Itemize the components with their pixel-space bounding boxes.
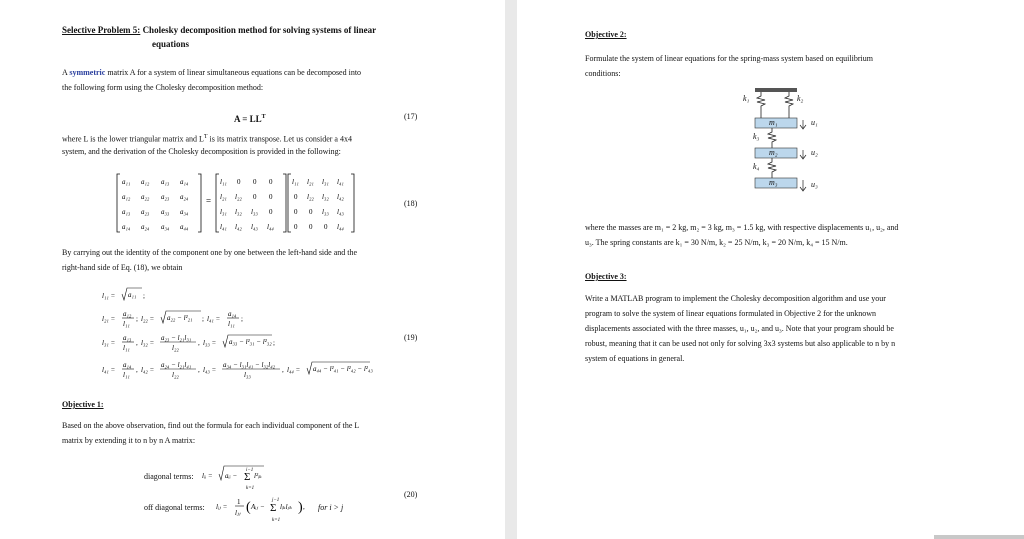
svg-text:a₂₄ − l₂₁l₄₁: a₂₄ − l₂₁l₄₁: [161, 361, 192, 369]
svg-text:a₃₄: a₃₄: [180, 208, 189, 216]
svg-text:0: 0: [294, 208, 298, 216]
svg-text:l₁₁ =: l₁₁ =: [102, 292, 116, 300]
svg-text:a₁₁: a₁₁: [122, 178, 131, 186]
svg-text:a₁₄: a₁₄: [122, 223, 131, 231]
svg-text:;: ;: [136, 315, 138, 323]
label-u1: u₁: [811, 118, 818, 127]
svg-text:): ): [298, 500, 303, 515]
svg-text:a₁₄: a₁₄: [123, 361, 132, 369]
svg-text:,: ,: [198, 339, 200, 347]
equation-20-number: (20): [404, 490, 418, 499]
svg-text:0: 0: [309, 208, 313, 216]
label-m1: m₁: [769, 118, 778, 127]
svg-text:j−1: j−1: [272, 498, 280, 503]
svg-text:;: ;: [202, 315, 204, 323]
svg-text:,: ,: [136, 366, 138, 374]
svg-text:l₁₁: l₁₁: [123, 371, 130, 379]
diagonal-formula: [200, 462, 280, 492]
label-k4: k₄: [753, 162, 760, 171]
svg-text:a₁₂: a₁₂: [122, 193, 131, 201]
svg-text:l₃₂: l₃₂: [235, 208, 242, 216]
objective-3-line3: displacements associated with the three masses, u₁, u₂, and u₃. Note that your program should be: [585, 324, 894, 333]
svg-text:0: 0: [237, 178, 241, 186]
svg-text:a₁₄: a₁₄: [228, 310, 237, 318]
objective-1-line1: Based on the above observation, find out the formula for each individual component of the L: [62, 421, 360, 430]
where-line2: system, and the derivation of the Cholesky decomposition is provided in the following:: [62, 147, 341, 156]
spring-mass-figure: [727, 86, 827, 198]
problem-title-line2: equations: [152, 39, 190, 49]
svg-text:l₄₃: l₄₃: [251, 223, 258, 231]
svg-text:l₄₁: l₄₁: [337, 178, 344, 186]
svg-text:=: =: [206, 196, 212, 206]
masses-line1: where the masses are m₁ = 2 kg, m₂ = 3 kg, m₃ = 1.5 kg, with respective displacements u₁, u₂, and: [585, 223, 899, 232]
svg-text:l₄₄: l₄₄: [267, 223, 274, 231]
equation-19-number: (19): [404, 333, 418, 342]
masses-line2: u₃. The spring constants are k₁ = 30 N/m, k₂ = 25 N/m, k₃ = 20 N/m, k₄ = 15 N/m.: [585, 238, 848, 247]
label-k1: k₁: [743, 94, 750, 103]
for-condition: for i > j: [318, 503, 344, 512]
svg-text:a₂₃: a₂₃: [141, 208, 150, 216]
label-m3: m₃: [769, 178, 778, 187]
svg-text:a₃₄: a₃₄: [161, 223, 170, 231]
svg-text:l₁₁: l₁₁: [123, 320, 130, 328]
objective-2-line1: Formulate the system of linear equations for the spring-mass system based on equilibrium: [585, 54, 873, 63]
svg-text:l₄₄: l₄₄: [337, 223, 344, 231]
svg-text:k=1: k=1: [246, 486, 255, 491]
svg-text:a₂₃ − l₂₁l₃₁: a₂₃ − l₂₁l₃₁: [161, 334, 192, 342]
svg-text:0: 0: [269, 193, 273, 201]
svg-text:l₃₁ =: l₃₁ =: [102, 339, 116, 347]
svg-text:l₁₁: l₁₁: [228, 320, 235, 328]
label-k2: k₂: [797, 94, 804, 103]
svg-text:0: 0: [294, 223, 298, 231]
svg-text:lᵢₖlⱼₖ: lᵢₖlⱼₖ: [280, 503, 292, 511]
svg-text:a₂₂ − l²₂₁: a₂₂ − l²₂₁: [167, 314, 193, 322]
svg-text:Σ: Σ: [244, 471, 251, 483]
svg-text:a₁₃: a₁₃: [161, 178, 170, 186]
intro-symmetric: symmetric: [69, 68, 106, 77]
off-diagonal-formula: [214, 492, 324, 526]
equation-18-matrices: [116, 172, 356, 234]
svg-text:a₃₃: a₃₃: [161, 208, 170, 216]
svg-text:l₁₁: l₁₁: [220, 178, 227, 186]
svg-text:,: ,: [303, 503, 305, 511]
svg-text:l₄₃ =: l₄₃ =: [203, 366, 217, 374]
svg-text:a₂₄: a₂₄: [141, 223, 150, 231]
svg-text:a₁₄: a₁₄: [180, 178, 189, 186]
svg-text:lᵢᵢ =: lᵢᵢ =: [202, 472, 213, 480]
svg-text:l₄₂: l₄₂: [337, 193, 344, 201]
equation-17-text: A = LL: [234, 114, 262, 124]
carry-line1: By carrying out the identity of the component one by one between the left-hand side and the: [62, 248, 358, 257]
svg-text:a₁₃: a₁₃: [123, 334, 132, 342]
intro-line1: [62, 66, 361, 80]
svg-text:a₄₄: a₄₄: [180, 223, 189, 231]
svg-text:l₄₁: l₄₁: [220, 223, 227, 231]
svg-text:0: 0: [309, 223, 313, 231]
where-text: where L is the lower triangular matrix and L: [62, 134, 204, 144]
svg-text:l₂₁: l₂₁: [220, 193, 227, 201]
svg-text:a₁₁: a₁₁: [128, 291, 137, 299]
svg-text:l₂₂ =: l₂₂ =: [141, 315, 155, 323]
svg-text:l₃₃ =: l₃₃ =: [203, 339, 217, 347]
svg-text:,: ,: [136, 339, 138, 347]
svg-text:l₃₂: l₃₂: [322, 193, 329, 201]
where-sup: T: [203, 134, 208, 140]
svg-text:a₂₂: a₂₂: [141, 193, 150, 201]
svg-text:l₃₃: l₃₃: [322, 208, 329, 216]
problem-title-label: Selective Problem 5:: [62, 25, 141, 35]
svg-text:(: (: [246, 500, 251, 515]
svg-text:l₃₂ =: l₃₂ =: [141, 339, 155, 347]
svg-text:l₂₂: l₂₂: [172, 371, 179, 379]
document-page-right: [517, 0, 1024, 539]
svg-text:l₄₁ =: l₄₁ =: [207, 315, 221, 323]
svg-text:lᵢⱼ =: lᵢⱼ =: [216, 503, 228, 511]
svg-text:l₂₂: l₂₂: [172, 344, 179, 352]
svg-text:Σ: Σ: [270, 502, 277, 514]
horizontal-scrollbar[interactable]: [934, 535, 1024, 539]
svg-text:l₃₁: l₃₁: [220, 208, 227, 216]
diagonal-label: diagonal terms:: [144, 472, 194, 481]
svg-text:l₂₁: l₂₁: [307, 178, 314, 186]
objective-3-line4: robust, meaning that it can be used not only for solving 3x3 systems but also applicable to n by n: [585, 339, 896, 348]
svg-text:l₄₂ =: l₄₂ =: [141, 366, 155, 374]
intro-prefix: A: [62, 68, 70, 77]
equation-17-number: (17): [404, 112, 418, 121]
svg-text:a₁₂: a₁₂: [123, 310, 132, 318]
svg-text:a₁₃: a₁₃: [122, 208, 131, 216]
label-m2: m₂: [769, 148, 778, 157]
svg-text:l₁₁: l₁₁: [292, 178, 299, 186]
objective-3-line5: system of equations in general.: [585, 354, 685, 363]
svg-text:k=1: k=1: [272, 518, 281, 523]
equation-17: [234, 110, 266, 126]
equation-19-formulas: [100, 284, 400, 394]
equation-18-number: (18): [404, 199, 418, 208]
svg-text:;: ;: [143, 292, 145, 300]
svg-text:aᵢᵢ −: aᵢᵢ −: [225, 472, 238, 480]
equation-17-sup: T: [261, 114, 266, 120]
svg-text:1: 1: [237, 498, 241, 506]
svg-text:a₁₂: a₁₂: [141, 178, 150, 186]
label-u3: u₃: [811, 180, 818, 189]
svg-text:l₄₁ =: l₄₁ =: [102, 366, 116, 374]
svg-text:0: 0: [253, 178, 257, 186]
svg-text:l₄₂: l₄₂: [235, 223, 242, 231]
label-k3: k₃: [753, 132, 760, 141]
objective-1-line2: matrix by extending it to n by n A matrix:: [62, 436, 196, 445]
svg-text:a₄₄ − l²₄₁ − l²₄₂ − l²₄₃: a₄₄ − l²₄₁ − l²₄₂ − l²₄₃: [313, 365, 373, 373]
svg-text:,: ,: [198, 366, 200, 374]
document-page-left: [0, 0, 505, 539]
objective-2-line2: conditions:: [585, 69, 621, 78]
svg-text:i−1: i−1: [246, 468, 254, 473]
svg-text:l₄₃: l₄₃: [337, 208, 344, 216]
svg-text:l₂₂: l₂₂: [307, 193, 314, 201]
intro-rest: matrix A for a system of linear simultaneous equations can be decomposed into: [105, 68, 362, 77]
label-u2: u₂: [811, 148, 818, 157]
problem-title: [62, 23, 442, 37]
objective-3-line2: program to solve the system of linear equations formulated in Objective 2 for the unknown: [585, 309, 877, 318]
carry-line2: right-hand side of Eq. (18), we obtain: [62, 263, 183, 272]
svg-text:a₂₃: a₂₃: [161, 193, 170, 201]
svg-text:l₂₂: l₂₂: [235, 193, 242, 201]
svg-text:,: ,: [282, 366, 284, 374]
objective-2-title: Objective 2:: [585, 30, 627, 39]
where-text-b: is its matrix transpose. Let us consider a 4x4: [207, 134, 352, 144]
svg-text:0: 0: [324, 223, 328, 231]
svg-text:Aᵢⱼ −: Aᵢⱼ −: [251, 503, 265, 511]
problem-title-text: Cholesky decomposition method for solving systems of linear: [140, 25, 377, 35]
svg-text:l₁₁: l₁₁: [123, 344, 130, 352]
svg-text:lⱼⱼ: lⱼⱼ: [235, 509, 241, 517]
svg-text:0: 0: [294, 193, 298, 201]
svg-text:l₂₁ =: l₂₁ =: [102, 315, 116, 323]
svg-text:a₂₄: a₂₄: [180, 193, 189, 201]
intro-line2: the following form using the Cholesky decomposition method:: [62, 83, 264, 92]
svg-text:l₃₃: l₃₃: [244, 371, 251, 379]
svg-text:l₃₃: l₃₃: [251, 208, 258, 216]
svg-text:;: ;: [273, 339, 275, 347]
objective-3-line1: Write a MATLAB program to implement the Cholesky decomposition algorithm and use your: [585, 294, 886, 303]
objective-3-title: Objective 3:: [585, 272, 627, 281]
svg-text:l₃₁: l₃₁: [322, 178, 329, 186]
objective-1-title: Objective 1:: [62, 400, 104, 409]
svg-text:l₄₄ =: l₄₄ =: [287, 366, 301, 374]
svg-text:a₃₄ − l₃₁l₄₁ − l₃₂l₄₂: a₃₄ − l₃₁l₄₁ − l₃₂l₄₂: [223, 361, 276, 369]
off-diagonal-label: off diagonal terms:: [144, 503, 205, 512]
svg-text:;: ;: [241, 315, 243, 323]
svg-text:l²ᵢₖ: l²ᵢₖ: [254, 472, 262, 480]
svg-text:0: 0: [253, 193, 257, 201]
svg-text:a₃₃ − l²₃₁ − l²₃₂: a₃₃ − l²₃₁ − l²₃₂: [229, 338, 272, 346]
svg-text:0: 0: [269, 178, 273, 186]
svg-text:0: 0: [269, 208, 273, 216]
